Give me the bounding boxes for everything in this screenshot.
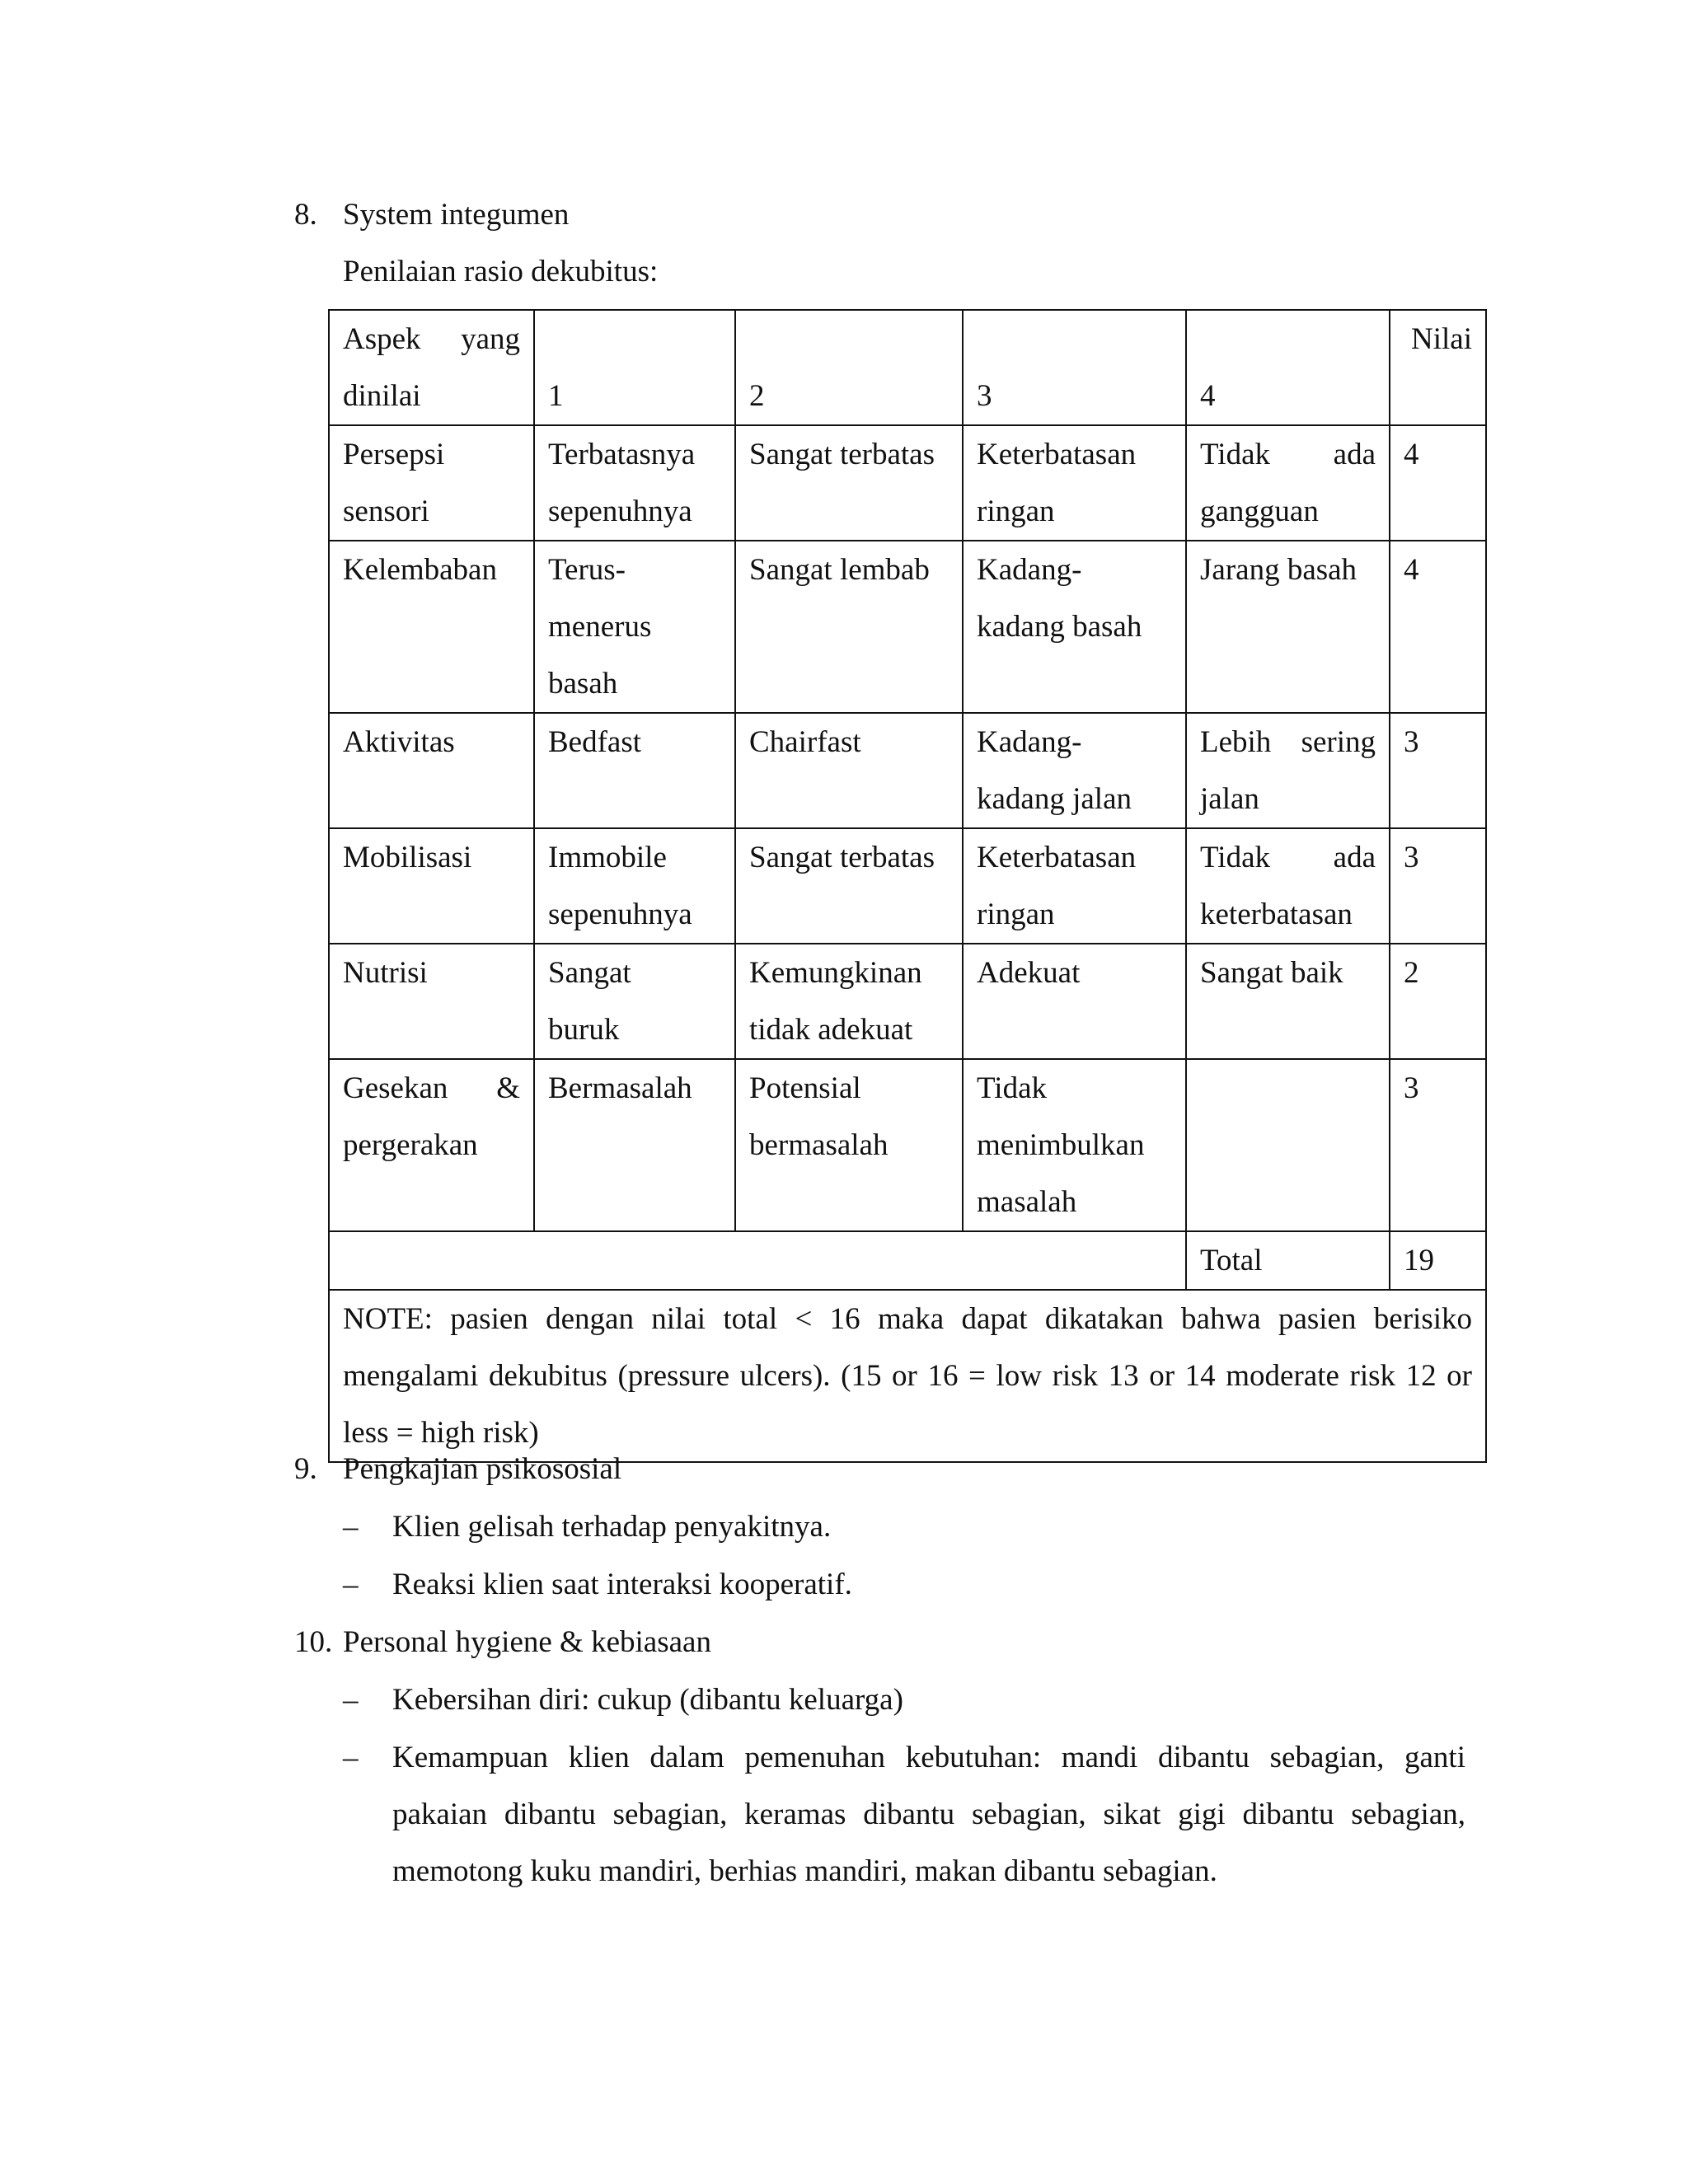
bullet-dash: –: [343, 1568, 359, 1601]
section-9-title: Pengkajian psikososial: [343, 1452, 622, 1486]
cell-score-2: Sangat terbatas: [735, 828, 963, 944]
section-10-item: Kemampuan klien dalam pemenuhan kebutuhan: mandi dibantu sebagian, ganti pakaian dibantu sebagian, keramas dibantu sebagian, sikat gigi dibantu sebagian, memotong kuku mandiri, berhias mandiri, makan dibantu sebagian.: [392, 1741, 1465, 1888]
cell-score-1: Terbatasnya sepenuhnya: [534, 425, 735, 541]
cell-score-1: Sangat buruk: [534, 944, 735, 1059]
cell-score-1: Bedfast: [534, 713, 735, 828]
cell-nilai: 4: [1390, 425, 1486, 541]
cell-score-3: Keterbatasan ringan: [963, 425, 1186, 541]
cell-nilai: 3: [1390, 713, 1486, 828]
table-row: [329, 828, 1486, 944]
section-8-subtitle: Penilaian rasio dekubitus:: [343, 255, 659, 288]
cell-score-4: Jarang basah: [1186, 541, 1390, 713]
cell-score-4: [1186, 425, 1390, 541]
cell-aspect: Persepsi sensori: [329, 425, 534, 541]
cell-aspect: Kelembaban: [329, 541, 534, 713]
header-col-1-label: 1: [548, 379, 564, 413]
cell-score-4: Tidak ada keterbatasan: [1186, 828, 1390, 944]
table-row: [329, 1059, 1486, 1231]
cell-score-4: Sangat baik: [1186, 944, 1390, 1059]
table-total-row: [329, 1231, 1486, 1290]
cell-score-3: Keterbatasan ringan: [963, 828, 1186, 944]
cell-nilai: 2: [1390, 944, 1486, 1059]
section-9-number: 9.: [294, 1452, 317, 1486]
section-9-item: Reaksi klien saat interaksi kooperatif.: [392, 1568, 852, 1601]
section-8-title: System integumen: [343, 198, 570, 232]
cell-aspect: Nutrisi: [329, 944, 534, 1059]
cell-score-4: [1186, 1059, 1390, 1231]
header-col-1: [534, 310, 735, 425]
table-row: [329, 944, 1486, 1059]
note-text: NOTE: pasien dengan nilai total < 16 maka dapat dikatakan bahwa pasien berisiko mengalami dekubitus (pressure ulcers). (15 or 16 = low risk 13 or 14 moderate risk 12 or less = high risk): [329, 1290, 1486, 1462]
cell-nilai: 3: [1390, 1059, 1486, 1231]
section-9-item: Klien gelisah terhadap penyakitnya.: [392, 1510, 832, 1544]
total-value: 19: [1390, 1231, 1486, 1290]
cell-score-2: Sangat lembab: [735, 541, 963, 713]
cell-score-4-line2: gangguan: [1200, 494, 1319, 528]
cell-score-1: Immobile sepenuhnya: [534, 828, 735, 944]
cell-score-3: Kadang- kadang jalan: [963, 713, 1186, 828]
bullet-dash: –: [343, 1510, 359, 1544]
cell-score-1: Bermasalah: [534, 1059, 735, 1231]
header-col-4-label: 4: [1200, 379, 1216, 413]
header-col-4: [1186, 310, 1390, 425]
section-10-title: Personal hygiene & kebiasaan: [343, 1625, 711, 1659]
cell-score-4-line1: Tidak ada: [1200, 438, 1376, 471]
table-note-row: [329, 1290, 1486, 1462]
cell-aspect: Aktivitas: [329, 713, 534, 828]
cell-score-2: Kemungkinan tidak adekuat: [735, 944, 963, 1059]
cell-score-2: Sangat terbatas: [735, 425, 963, 541]
table-row: [329, 713, 1486, 828]
dekubitus-table: [328, 309, 1487, 1463]
cell-score-4: Lebih sering jalan: [1186, 713, 1390, 828]
cell-score-3: Adekuat: [963, 944, 1186, 1059]
header-col-2: [735, 310, 963, 425]
header-aspect-line1: Aspek yang: [343, 322, 520, 356]
bullet-dash: –: [343, 1683, 359, 1717]
header-col-3-label: 3: [977, 379, 992, 413]
cell-aspect: Gesekan & pergerakan: [329, 1059, 534, 1231]
cell-score-3: Tidak menimbulkan masalah: [963, 1059, 1186, 1231]
header-col-3: [963, 310, 1186, 425]
table-header-row: [329, 310, 1486, 425]
table-row: [329, 541, 1486, 713]
table-row: [329, 425, 1486, 541]
header-nilai: Nilai: [1390, 310, 1486, 425]
cell-aspect: Mobilisasi: [329, 828, 534, 944]
bullet-dash: –: [343, 1741, 359, 1774]
cell-score-1: Terus- menerus basah: [534, 541, 735, 713]
section-10-number: 10.: [294, 1625, 333, 1659]
cell-nilai: 4: [1390, 541, 1486, 713]
total-label: Total: [1186, 1231, 1390, 1290]
section-10-item: Kebersihan diri: cukup (dibantu keluarga): [392, 1683, 903, 1717]
header-aspect-line2: dinilai: [343, 379, 421, 413]
header-col-2-label: 2: [749, 379, 765, 413]
cell-score-2: Chairfast: [735, 713, 963, 828]
header-aspect: [329, 310, 534, 425]
cell-nilai: 3: [1390, 828, 1486, 944]
cell-score-3: Kadang- kadang basah: [963, 541, 1186, 713]
section-8-number: 8.: [294, 198, 317, 232]
total-spacer: [329, 1231, 1186, 1290]
cell-score-2: Potensial bermasalah: [735, 1059, 963, 1231]
